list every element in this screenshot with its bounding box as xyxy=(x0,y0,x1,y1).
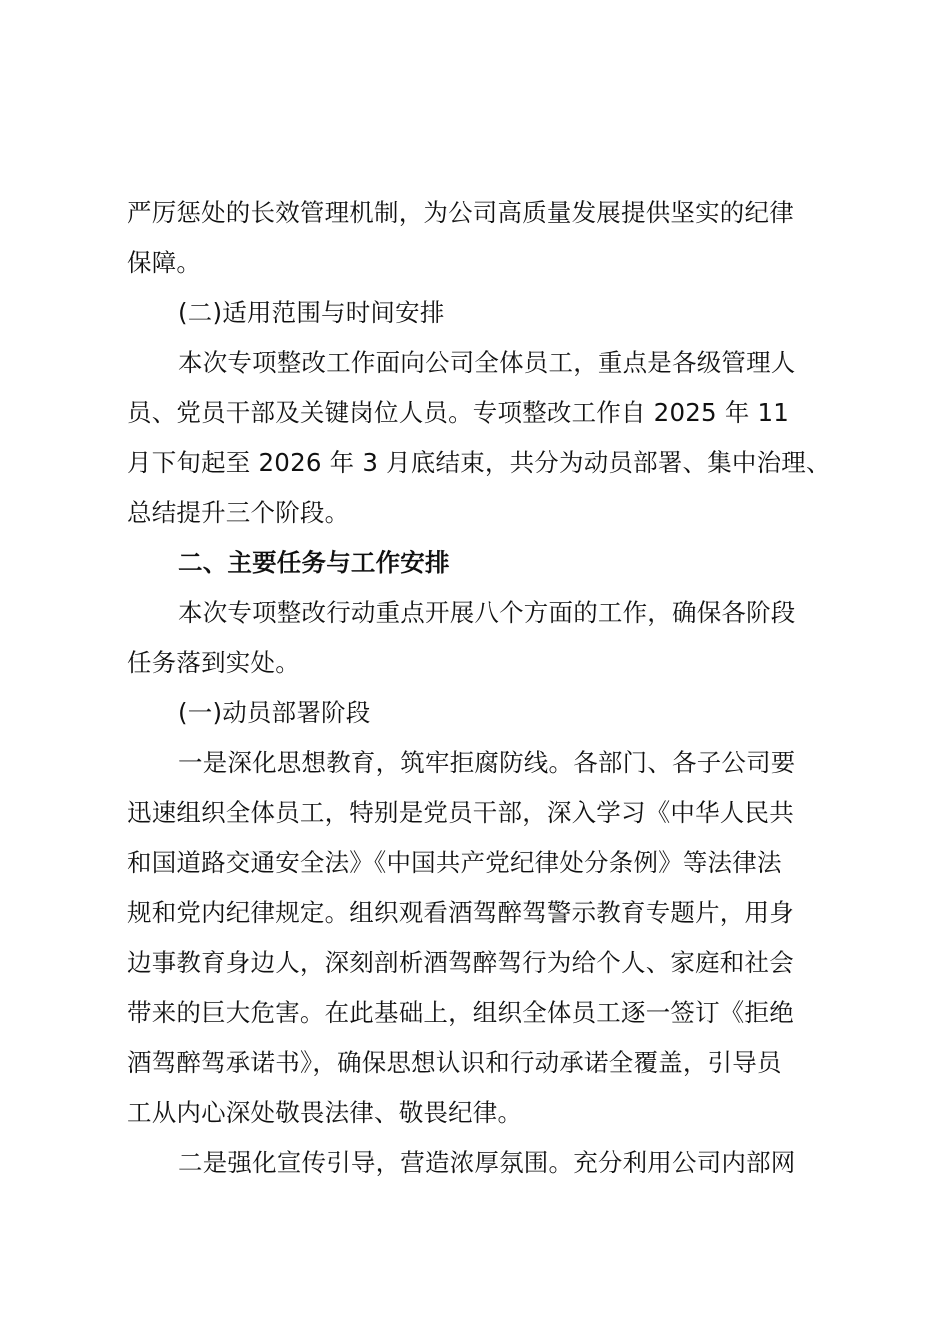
paragraph-line: 员、党员干部及关键岗位人员。专项整改工作自 2025 年 11 xyxy=(127,398,790,427)
paragraph-line: 月下旬起至 2026 年 3 月底结束，共分为动员部署、集中治理、 xyxy=(127,448,831,477)
paragraph-line: 一是深化思想教育，筑牢拒腐防线。各部门、各子公司要 xyxy=(178,748,796,777)
subsection-heading: (二)适用范围与时间安排 xyxy=(178,298,445,327)
paragraph-line: 工从内心深处敬畏法律、敬畏纪律。 xyxy=(127,1098,523,1127)
paragraph-line: 严厉惩处的长效管理机制，为公司高质量发展提供坚实的纪律 xyxy=(127,198,794,227)
paragraph-line: 二是强化宣传引导，营造浓厚氛围。充分利用公司内部网 xyxy=(178,1148,796,1177)
subsection-heading: (一)动员部署阶段 xyxy=(178,698,371,727)
paragraph-line: 本次专项整改行动重点开展八个方面的工作，确保各阶段 xyxy=(178,598,796,627)
paragraph-line: 本次专项整改工作面向公司全体员工，重点是各级管理人 xyxy=(178,348,796,377)
paragraph-line: 酒驾醉驾承诺书》，确保思想认识和行动承诺全覆盖，引导员 xyxy=(127,1048,782,1077)
section-heading: 二、主要任务与工作安排 xyxy=(178,548,450,577)
paragraph-line: 总结提升三个阶段。 xyxy=(127,498,350,527)
paragraph-line: 边事教育身边人，深刻剖析酒驾醉驾行为给个人、家庭和社会 xyxy=(127,948,794,977)
paragraph-line: 迅速组织全体员工，特别是党员干部，深入学习《中华人民共 xyxy=(127,798,794,827)
paragraph-line: 和国道路交通安全法》《中国共产党纪律处分条例》等法律法 xyxy=(127,848,782,877)
paragraph-line: 保障。 xyxy=(127,248,202,277)
paragraph-line: 带来的巨大危害。在此基础上，组织全体员工逐一签订《拒绝 xyxy=(127,998,794,1027)
paragraph-line: 规和党内纪律规定。组织观看酒驾醉驾警示教育专题片，用身 xyxy=(127,898,794,927)
paragraph-line: 任务落到实处。 xyxy=(127,648,300,677)
